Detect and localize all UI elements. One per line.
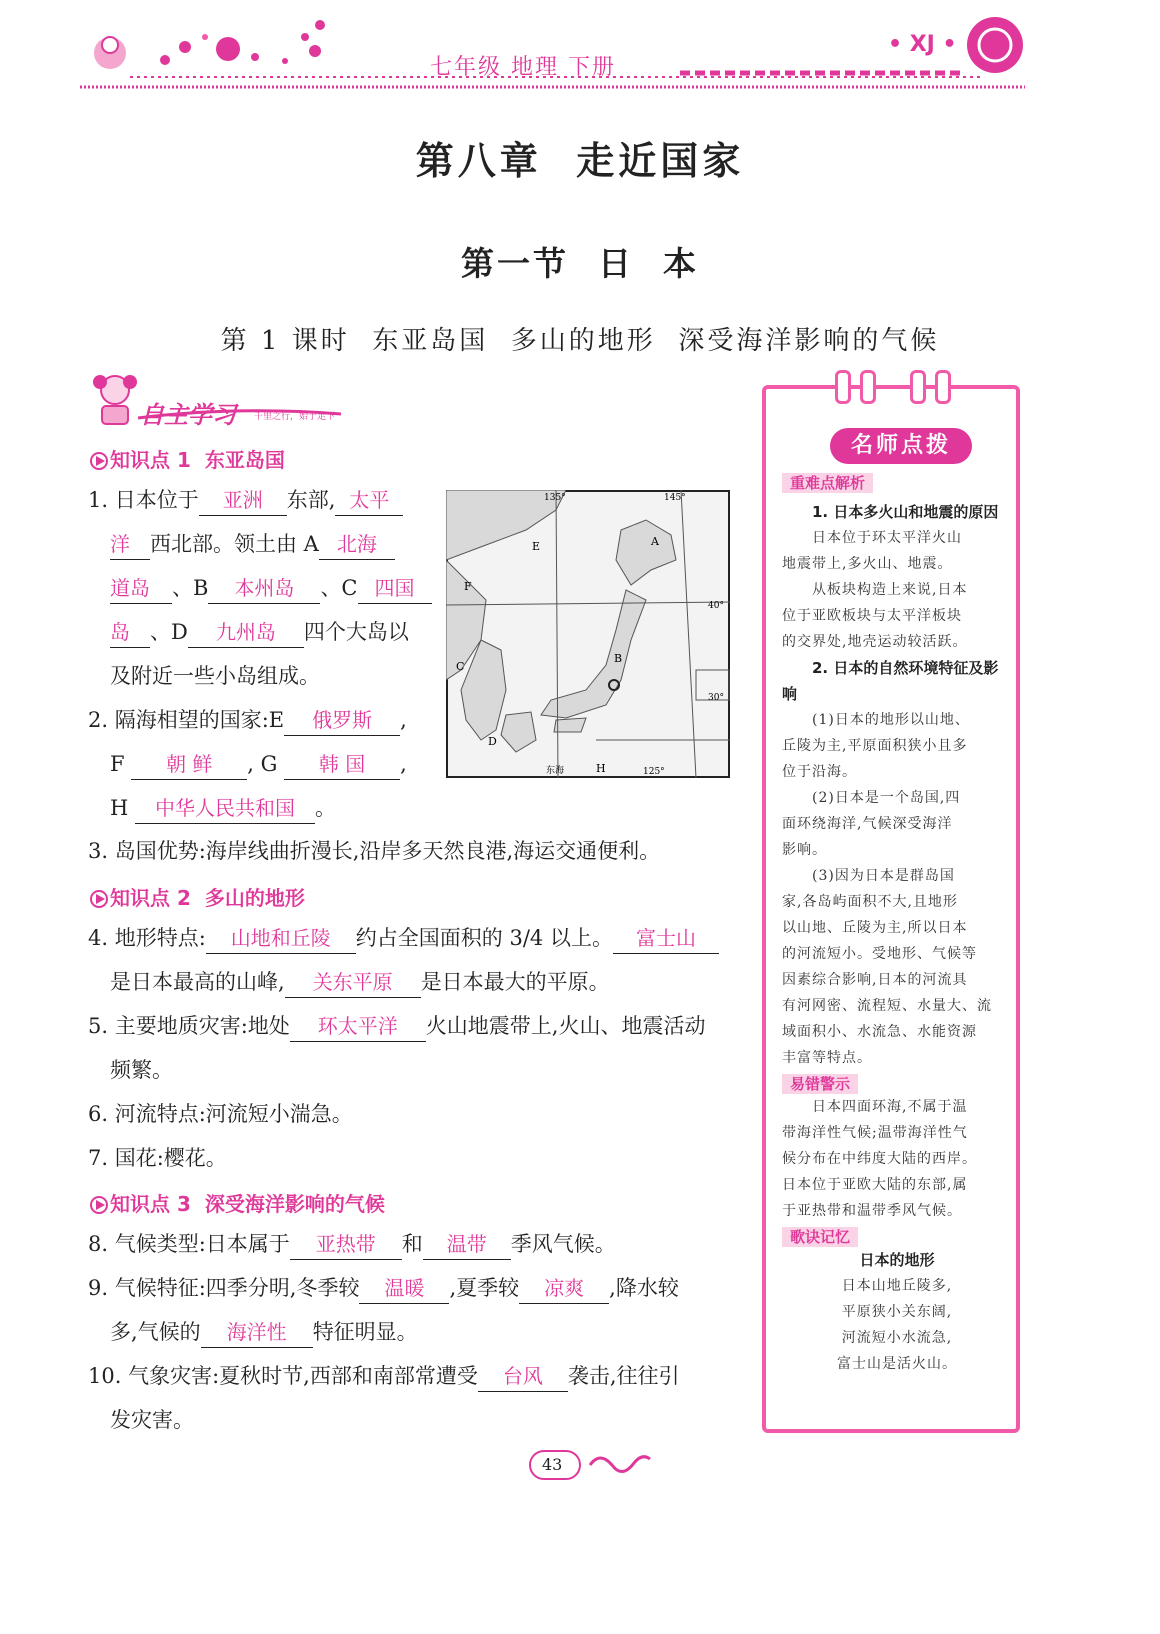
panel-para: 有河网密、流程短、水量大、流: [782, 998, 992, 1014]
q2-line2: [110, 742, 407, 786]
panel-para: 面环绕海洋,气候深受海洋: [782, 816, 953, 832]
panel-heading-2: 2. 日本的自然环境特征及影响: [782, 659, 999, 703]
q4-text: 约占全国面积的 3/4 以上。: [355, 926, 613, 950]
panel-para: 日本位于亚欧大陆的东部,属: [782, 1177, 968, 1193]
q2-line1: [88, 698, 407, 742]
answer-blank: 山地和丘陵: [206, 923, 356, 954]
panel-para: 于亚热带和温带季风气候。: [782, 1203, 962, 1219]
panel-para: 带海洋性气候;温带海洋性气: [782, 1125, 968, 1141]
kp-title: 深受海洋影响的气候: [204, 1192, 385, 1216]
map-lon-125: 125°: [643, 767, 665, 777]
map-label-a: A: [651, 535, 659, 548]
answer-blank: 关东平原: [285, 967, 421, 998]
q4-text: 是日本最大的平原。: [420, 970, 610, 994]
q9-text: ,夏季较: [449, 1276, 520, 1300]
q1-text: 西北部。领土由 A: [150, 532, 319, 556]
binder-ring: [935, 370, 951, 404]
q1-line1: [88, 478, 403, 522]
banner-subtitle: 千里之行，始于足下: [254, 412, 336, 422]
q2-text: 。: [315, 796, 337, 820]
play-icon: [90, 1196, 108, 1214]
q5-line1: [88, 1004, 705, 1048]
panel-para: 域面积小、水流急、水能资源: [782, 1024, 977, 1040]
panel-para: 的河流短小。受地形、气候等: [782, 946, 977, 962]
play-icon: [90, 452, 108, 470]
page-number: 43: [542, 1455, 563, 1474]
q8-text: 和: [401, 1232, 423, 1256]
map-sea-label: 东海: [546, 766, 565, 776]
answer-blank: 凉爽: [519, 1273, 609, 1304]
map-label-f: F: [464, 580, 472, 593]
q1-line3: [110, 566, 432, 610]
answer-blank: 台风: [478, 1361, 568, 1392]
lesson-title: 第 1 课时 东亚岛国 多山的地形 深受海洋影响的气候: [220, 326, 940, 356]
map-lon-145: 145°: [664, 493, 686, 503]
panel-content: [782, 472, 1012, 1377]
q9-text: 特征明显。: [312, 1320, 418, 1344]
answer-blank: 岛: [110, 617, 150, 648]
q1-text: 东部,: [286, 488, 336, 512]
panel-para: 影响。: [782, 842, 827, 858]
knowledge-point-3: [90, 1188, 385, 1217]
answer-blank: 太平: [335, 485, 403, 516]
panel-para: 的交界处,地壳运动较活跃。: [782, 634, 968, 650]
panel-para: 位于沿海。: [782, 764, 857, 780]
panel-heading-1: 1. 日本多火山和地震的原因: [812, 503, 999, 521]
answer-blank: 四国: [358, 573, 432, 604]
panel-para: 日本位于环太平洋火山: [812, 530, 962, 546]
panel-para: 日本四面环海,不属于温: [812, 1099, 968, 1115]
q10-line2: 发灾害。: [110, 1408, 194, 1432]
answer-blank: 本州岛: [208, 573, 320, 604]
q3-line: 3. 岛国优势:海岸线曲折漫长,沿岸多天然良港,海运交通便利。: [88, 839, 661, 863]
tag-key-points: 重难点解析: [782, 473, 873, 493]
panel-para: 位于亚欧板块与太平洋板块: [782, 608, 962, 624]
kp-title: 东亚岛国: [204, 448, 285, 472]
q1-text: 、B: [172, 576, 209, 600]
q9-text: 多,气候的: [110, 1320, 201, 1344]
map-label-d: D: [488, 735, 497, 748]
answer-blank: 洋: [110, 529, 150, 560]
q2-line3: [110, 786, 336, 830]
q10-text: 10. 气象灾害:夏秋时节,西部和南部常遭受: [88, 1364, 478, 1388]
q6-line: 6. 河流特点:河流短小湍急。: [88, 1102, 353, 1126]
q2-text: H: [110, 796, 129, 820]
poem-line: 河流短小水流急,: [841, 1330, 953, 1346]
q4-line2: [110, 960, 610, 1004]
map-lat-30: 30°: [708, 693, 724, 703]
q8-text: 季风气候。: [510, 1232, 616, 1256]
q8-text: 8. 气候类型:日本属于: [88, 1232, 290, 1256]
q9-line2: [110, 1310, 418, 1354]
panel-para: (2)日本是一个岛国,四: [812, 790, 961, 806]
q2-text: ,: [400, 708, 407, 732]
poem-line: 平原狭小关东阔,: [841, 1304, 953, 1320]
answer-blank: 温暖: [359, 1273, 449, 1304]
q9-text: ,降水较: [609, 1276, 679, 1300]
binder-ring: [860, 370, 876, 404]
map-label-b: B: [614, 652, 623, 665]
q1-line2: [110, 522, 395, 566]
japan-map: [446, 490, 730, 778]
answer-blank: 亚洲: [199, 485, 287, 516]
kp-label: 知识点 1: [110, 448, 191, 472]
panel-para: 地震带上,多火山、地震。: [782, 556, 953, 572]
q10-text: 袭击,往往引: [567, 1364, 680, 1388]
q1-line5: 及附近一些小岛组成。: [110, 664, 320, 688]
panel-para: 从板块构造上来说,日本: [812, 582, 968, 598]
poem-line: 日本山地丘陵多,: [841, 1278, 953, 1294]
answer-blank: 道岛: [110, 573, 172, 604]
answer-blank: 富士山: [613, 923, 719, 954]
q5-line2: 频繁。: [110, 1058, 173, 1082]
q8-line: [88, 1222, 616, 1266]
binder-ring: [835, 370, 851, 404]
map-label-h: H: [596, 762, 606, 775]
q9-text: 9. 气候特征:四季分明,冬季较: [88, 1276, 360, 1300]
panel-para: 丘陵为主,平原面积狭小且多: [782, 738, 968, 754]
q5-text: 火山地震带上,火山、地震活动: [425, 1014, 706, 1038]
tag-mnemonic: 歌诀记忆: [782, 1227, 858, 1247]
answer-blank: 环太平洋: [290, 1011, 426, 1042]
panel-para: 因素综合影响,日本的河流具: [782, 972, 968, 988]
panel-para: 家,各岛屿面积不大,且地形: [782, 894, 958, 910]
knowledge-point-2: [90, 882, 305, 911]
banner-girl-icon: [88, 370, 142, 428]
answer-blank: 中华人民共和国: [135, 793, 315, 824]
answer-blank: 韩 国: [284, 749, 400, 780]
poem-line: 富士山是活火山。: [837, 1356, 957, 1372]
q7-line: 7. 国花:樱花。: [88, 1146, 227, 1170]
answer-blank: 温带: [423, 1229, 511, 1260]
tag-common-mistakes: 易错警示: [782, 1074, 858, 1094]
q1-text: 、C: [320, 576, 358, 600]
chapter-title: 第八章 走近国家: [415, 139, 745, 183]
map-lat-40: 40°: [708, 601, 724, 611]
map-label-e: E: [532, 540, 541, 553]
panel-para: 候分布在中纬度大陆的西岸。: [782, 1151, 977, 1167]
q10-line1: [88, 1354, 680, 1398]
q2-text: , G: [247, 752, 278, 776]
map-label-c: C: [456, 660, 465, 673]
q4-text: 4. 地形特点:: [88, 926, 206, 950]
q4-line1: [88, 916, 719, 960]
q4-text: 是日本最高的山峰,: [110, 970, 285, 994]
answer-blank: 亚热带: [290, 1229, 402, 1260]
q1-line4: [110, 610, 409, 654]
panel-para: (3)因为日本是群岛国: [812, 868, 955, 884]
answer-blank: 北海: [319, 529, 395, 560]
q5-text: 5. 主要地质灾害:地处: [88, 1014, 290, 1038]
kp-label: 知识点 3: [110, 1192, 191, 1216]
q2-text: ,: [400, 752, 407, 776]
q2-text: F: [110, 752, 125, 776]
header-grade-book: 七年级 地理 下册: [430, 55, 616, 80]
knowledge-point-1: [90, 444, 285, 473]
binder-ring: [910, 370, 926, 404]
kp-title: 多山的地形: [204, 886, 305, 910]
map-lon-135: 135°: [544, 493, 566, 503]
map-shikoku: [554, 718, 586, 732]
header-edition: • XJ •: [888, 32, 957, 57]
section-title: 第一节 日 本: [461, 244, 699, 283]
answer-blank: 俄罗斯: [284, 705, 400, 736]
panel-para: 以山地、丘陵为主,所以日本: [782, 920, 968, 936]
panel-title: 名师点拨: [830, 428, 972, 464]
panel-para: 丰富等特点。: [782, 1050, 872, 1066]
panel-para: (1)日本的地形以山地、: [812, 712, 970, 728]
q9-line1: [88, 1266, 679, 1310]
q1-text: 、D: [150, 620, 188, 644]
q1-text: 1. 日本位于: [88, 488, 199, 512]
poem-title: 日本的地形: [859, 1251, 935, 1269]
answer-blank: 海洋性: [201, 1317, 313, 1348]
banner-title: 自主学习: [140, 400, 236, 429]
answer-blank: 朝 鲜: [131, 749, 247, 780]
answer-blank: 九州岛: [188, 617, 304, 648]
q2-text: 2. 隔海相望的国家:E: [88, 708, 285, 732]
play-icon: [90, 890, 108, 908]
q1-text: 四个大岛以: [303, 620, 409, 644]
kp-label: 知识点 2: [110, 886, 191, 910]
